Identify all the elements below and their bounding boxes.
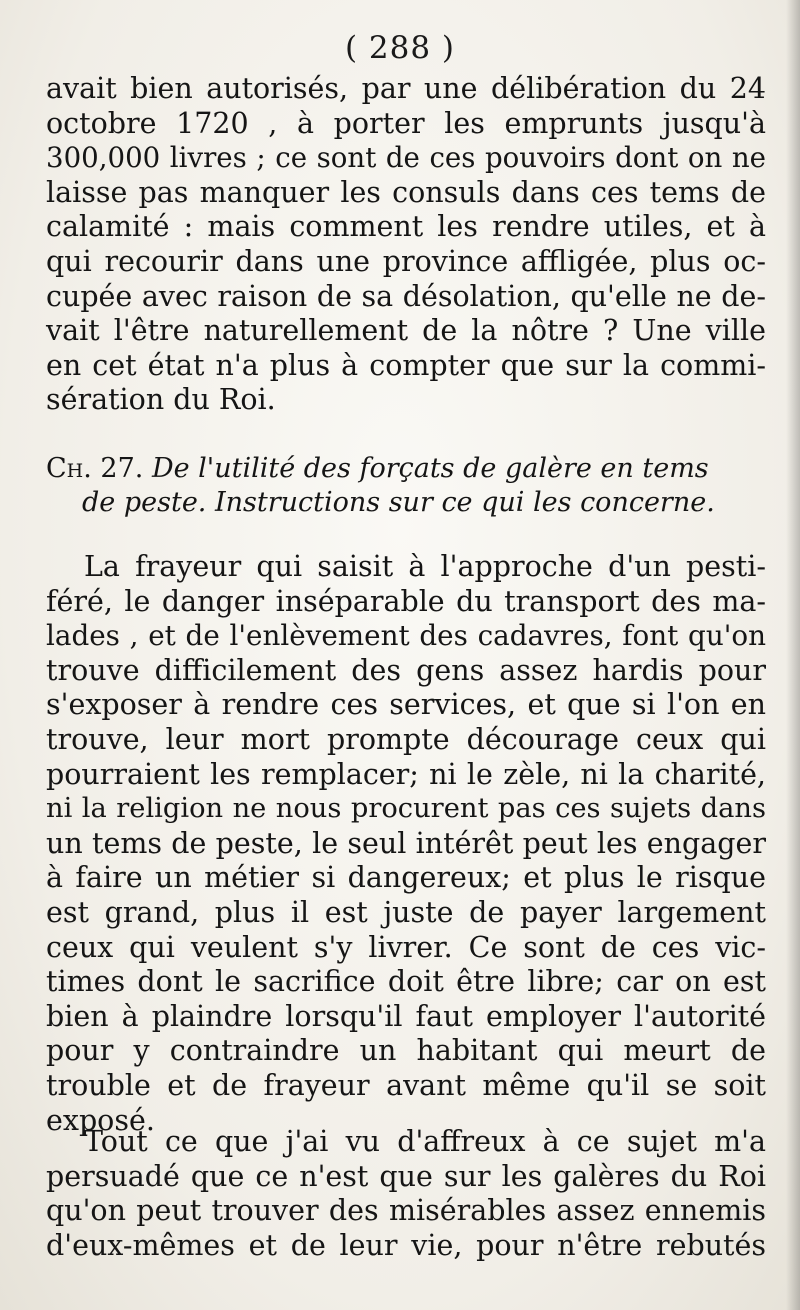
paragraph-1 (46, 72, 766, 418)
chapter-label: Ch. 27. (46, 453, 144, 484)
text-line: ceux qui veulent s'y livrer. Ce sont de ces vic- (46, 930, 766, 964)
chapter-heading-line-1 (46, 452, 758, 486)
text-line: pour y contraindre un habitant qui meurt de (46, 1034, 766, 1068)
chapter-heading (46, 452, 758, 520)
text-line: trouble et de frayeur avant même qu'il se soit (46, 1068, 766, 1102)
text-line: un tems de peste, le seul intérêt peut les engager (46, 826, 766, 860)
text-line: d'eux-mêmes et de leur vie, pour n'être rebutés (46, 1228, 766, 1262)
text-line: qu'on peut trouver des misérables assez ennemis (46, 1194, 766, 1228)
text-line: sération du Roi. (46, 383, 276, 417)
text-line: s'exposer à rendre ces services, et que si l'on en (46, 688, 766, 722)
text-line: ni la religion ne nous procurent pas ces sujets dans (46, 793, 766, 825)
text-line: est grand, plus il est juste de payer largement (46, 895, 766, 929)
text-line: octobre 1720 , à porter les emprunts jusqu'à (46, 106, 766, 140)
text-line: féré, le danger inséparable du transport des ma- (46, 584, 766, 618)
text-line: Tout ce que j'ai vu d'affreux à ce sujet m'a (84, 1125, 766, 1158)
text-line: avait bien autorisés, par une délibération du 24 (46, 72, 766, 105)
text-line: lades , et de l'enlèvement des cadavres, font qu'on (46, 619, 766, 653)
paragraph-3 (46, 1125, 766, 1263)
text-line: à faire un métier si dangereux; et plus le risque (46, 861, 766, 895)
text-line: trouve, leur mort prompte décourage ceux qui (46, 722, 766, 756)
chapter-title: De l'utilité des forçats de galère en tems (151, 453, 709, 484)
text-line: 300,000 livres ; ce sont de ces pouvoirs dont on ne (46, 141, 766, 175)
page-edge-shadow (786, 0, 800, 1310)
text-line: exposé. (46, 1103, 155, 1137)
text-line: bien à plaindre lorsqu'il faut employer l'autorité (46, 999, 766, 1033)
page-number: ( 288 ) (344, 30, 456, 66)
text-line: calamité : mais comment les rendre utiles, et à (46, 210, 766, 244)
chapter-title-line-2: de peste. Instructions sur ce qui les concerne. (82, 487, 715, 518)
text-line: times dont le sacrifice doit être libre; car on est (46, 965, 766, 999)
text-line: cupée avec raison de sa désolation, qu'elle ne de- (46, 279, 766, 313)
text-line: persuadé que ce n'est que sur les galères du Roi (46, 1159, 766, 1193)
text-line: laisse pas manquer les consuls dans ces tems de (46, 175, 766, 209)
text-line: La frayeur qui saisit à l'approche d'un pesti- (84, 550, 766, 583)
paragraph-2 (46, 550, 766, 1138)
text-line: en cet état n'a plus à compter que sur la commi- (46, 348, 766, 382)
text-line: vait l'être naturellement de la nôtre ? Une ville (46, 314, 766, 348)
text-line: trouve difficilement des gens assez hardis pour (46, 653, 766, 687)
text-line: qui recourir dans une province affligée, plus oc- (46, 244, 766, 278)
text-line: pourraient les remplacer; ni le zèle, ni la charité, (46, 757, 766, 791)
